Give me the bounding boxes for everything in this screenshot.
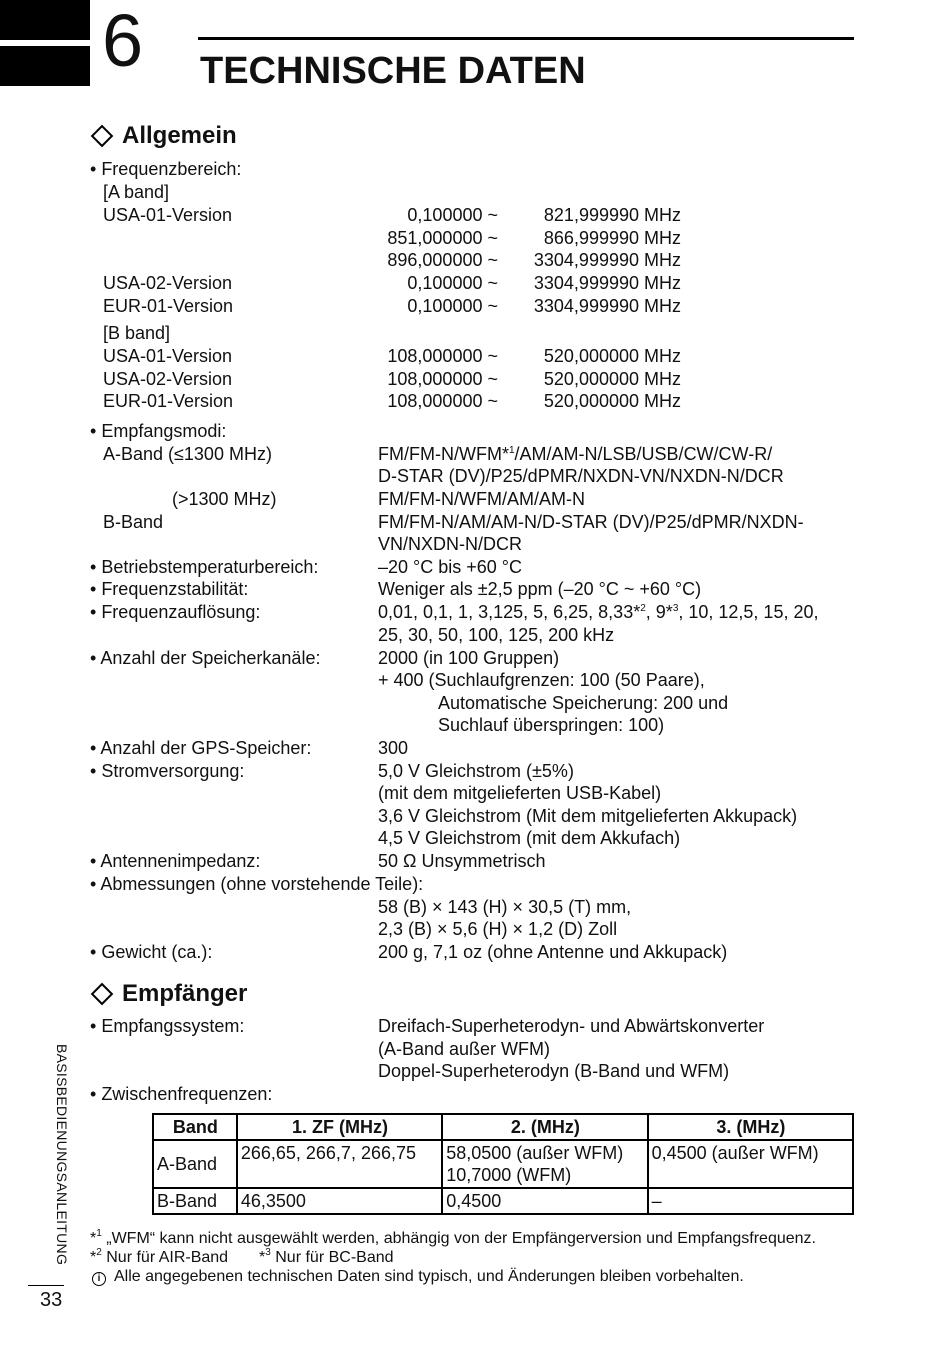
diamond-icon xyxy=(91,983,114,1006)
freq-start: 0,100000 ~ xyxy=(407,295,498,316)
freq-end: 520,000000 MHz xyxy=(543,346,681,366)
table-header-row xyxy=(153,1114,853,1140)
table-cell: 0,4500 (außer WFM) xyxy=(648,1140,853,1188)
spec-value: (A-Band außer WFM) xyxy=(378,1039,551,1059)
spec-value: 25, 30, 50, 100, 125, 200 kHz xyxy=(378,625,615,645)
chapter-marker-bar-top xyxy=(0,0,90,40)
footnote: *$^3$ Nur für BC-Band xyxy=(259,1247,394,1266)
info-note: i Alle angegebenen technischen Daten sind typisch, und Änderungen bleiben vorbehalten. xyxy=(92,1267,744,1287)
spec-item: • Gewicht (ca.): xyxy=(90,942,213,962)
spec-value: 3,6 V Gleichstrom (Mit dem mitgelieferten Akkupack) xyxy=(378,806,798,826)
table-header: 1. ZF (MHz) xyxy=(237,1114,442,1140)
diamond-icon xyxy=(91,125,114,148)
freq-start: 108,000000 ~ xyxy=(387,346,498,366)
spec-label: A-Band (≤1300 MHz) xyxy=(103,444,272,464)
table-header: 2. (MHz) xyxy=(442,1114,647,1140)
version-label: EUR-01-Version xyxy=(103,391,234,412)
title-rule xyxy=(198,37,854,40)
band-label: [B band] xyxy=(103,323,171,343)
spec-label: B-Band xyxy=(103,512,164,532)
spec-value: 300 xyxy=(378,738,409,758)
chapter-marker-bar-bottom xyxy=(0,46,90,86)
section-heading-text: Empfänger xyxy=(122,980,248,1007)
freq-start: 851,000000 ~ xyxy=(387,227,498,248)
version-label: USA-01-Version xyxy=(103,205,233,225)
freq-end: 866,999990 MHz xyxy=(543,227,681,248)
freq-end: 520,000000 MHz xyxy=(543,368,681,389)
section-heading-general xyxy=(90,122,237,150)
freq-end: 821,999990 MHz xyxy=(543,205,681,225)
table-cell: – xyxy=(648,1188,853,1214)
table-cell: A-Band xyxy=(153,1140,237,1188)
spec-item: • Anzahl der Speicherkanäle: xyxy=(90,648,321,668)
freq-end: 520,000000 MHz xyxy=(543,391,681,412)
spec-item: • Antennenimpedanz: xyxy=(90,851,261,871)
freq-start: 896,000000 ~ xyxy=(387,250,498,271)
spec-item: • Frequenzstabilität: xyxy=(90,579,249,599)
spec-value: 4,5 V Gleichstrom (mit dem Akkufach) xyxy=(378,828,681,848)
spec-value: 58 (B) × 143 (H) × 30,5 (T) mm, xyxy=(378,897,632,917)
spec-value: 2,3 (B) × 5,6 (H) × 1,2 (D) Zoll xyxy=(378,919,618,939)
spec-item: • Frequenzauflösung: xyxy=(90,602,261,622)
table-cell: 46,3500 xyxy=(237,1188,442,1214)
footnote: *$^1$ „WFM“ kann nicht ausgewählt werden, abhängig von der Empfängerversion und Empfangsfrequenz. xyxy=(90,1228,816,1247)
version-label: USA-02-Version xyxy=(103,368,233,389)
table-header: Band xyxy=(153,1114,237,1140)
if-table xyxy=(152,1113,854,1215)
band-label: [A band] xyxy=(103,182,170,202)
freq-start: 0,100000 ~ xyxy=(407,273,498,294)
spec-label: (>1300 MHz) xyxy=(172,489,277,509)
spec-value: FM/FM-N/WFM/AM/AM-N xyxy=(378,489,585,509)
side-running-text: BASISBEDIENUNGSANLEITUNG xyxy=(54,1044,70,1266)
table-cell: B-Band xyxy=(153,1188,237,1214)
page-title: TECHNISCHE DATEN xyxy=(200,50,586,92)
spec-item: • Empfangssystem: xyxy=(90,1016,245,1036)
freq-end: 3304,999990 MHz xyxy=(533,250,681,271)
table-cell: 0,4500 xyxy=(442,1188,647,1214)
page-number-rule xyxy=(28,1285,64,1286)
section-heading-text: Allgemein xyxy=(122,122,237,149)
spec-item: • Abmessungen (ohne vorstehende Teile): xyxy=(90,874,424,894)
freq-start: 108,000000 ~ xyxy=(387,391,498,412)
table-row xyxy=(153,1140,853,1188)
info-icon: i xyxy=(92,1272,106,1286)
spec-value: –20 °C bis +60 °C xyxy=(378,557,522,577)
spec-value: Automatische Speicherung: 200 und xyxy=(438,693,729,713)
spec-value: Doppel-Superheterodyn (B-Band und WFM) xyxy=(378,1061,730,1081)
freq-start: 0,100000 ~ xyxy=(407,205,498,225)
freq-end: 3304,999990 MHz xyxy=(533,295,681,316)
spec-item: • Frequenzbereich: xyxy=(90,159,242,179)
section-heading-receiver xyxy=(90,980,247,1008)
spec-value: Weniger als ±2,5 ppm (–20 °C ~ +60 °C) xyxy=(378,579,702,599)
spec-value: + 400 (Suchlaufgrenzen: 100 (50 Paare), xyxy=(378,670,705,690)
table-cell: 266,65, 266,7, 266,75 xyxy=(237,1140,442,1188)
spec-value: VN/NXDN-N/DCR xyxy=(378,534,522,554)
spec-value: FM/FM-N/WFM*$^1$/AM/AM-N/LSB/USB/CW/CW-R/ xyxy=(378,444,773,464)
page-number: 33 xyxy=(40,1289,63,1311)
spec-value: 2000 (in 100 Gruppen) xyxy=(378,648,560,668)
spec-value: D-STAR (DV)/P25/dPMR/NXDN-VN/NXDN-N/DCR xyxy=(378,466,784,486)
version-label: USA-02-Version xyxy=(103,273,233,294)
spec-value: (mit dem mitgelieferten USB-Kabel) xyxy=(378,783,662,803)
spec-item: • Anzahl der GPS-Speicher: xyxy=(90,738,312,758)
table-row xyxy=(153,1188,853,1214)
table-header: 3. (MHz) xyxy=(648,1114,853,1140)
spec-item: • Betriebstemperaturbereich: xyxy=(90,557,319,577)
table-cell: 58,0500 (außer WFM) 10,7000 (WFM) xyxy=(442,1140,647,1188)
version-label: USA-01-Version xyxy=(103,346,233,366)
spec-value: Dreifach-Superheterodyn- und Abwärtskonverter xyxy=(378,1016,765,1036)
freq-end: 3304,999990 MHz xyxy=(533,273,681,294)
spec-value: FM/FM-N/AM/AM-N/D-STAR (DV)/P25/dPMR/NXDN- xyxy=(378,512,804,532)
footnote: *$^2$ Nur für AIR-Band xyxy=(90,1247,229,1266)
spec-item: • Empfangsmodi: xyxy=(90,421,227,441)
spec-value: 200 g, 7,1 oz (ohne Antenne und Akkupack) xyxy=(378,942,728,962)
chapter-number: 6 xyxy=(102,0,144,82)
spec-item: • Zwischenfrequenzen: xyxy=(90,1084,273,1104)
freq-start: 108,000000 ~ xyxy=(387,368,498,389)
spec-value: 5,0 V Gleichstrom (±5%) xyxy=(378,761,574,781)
spec-item: • Stromversorgung: xyxy=(90,761,245,781)
spec-value: 50 Ω Unsymmetrisch xyxy=(378,851,546,871)
spec-value: Suchlauf überspringen: 100) xyxy=(438,715,665,735)
version-label: EUR-01-Version xyxy=(103,295,234,316)
spec-value: 0,01, 0,1, 1, 3,125, 5, 6,25, 8,33*$^2$, 9*$^3$, 10, 12,5, 15, 20, xyxy=(378,602,819,622)
